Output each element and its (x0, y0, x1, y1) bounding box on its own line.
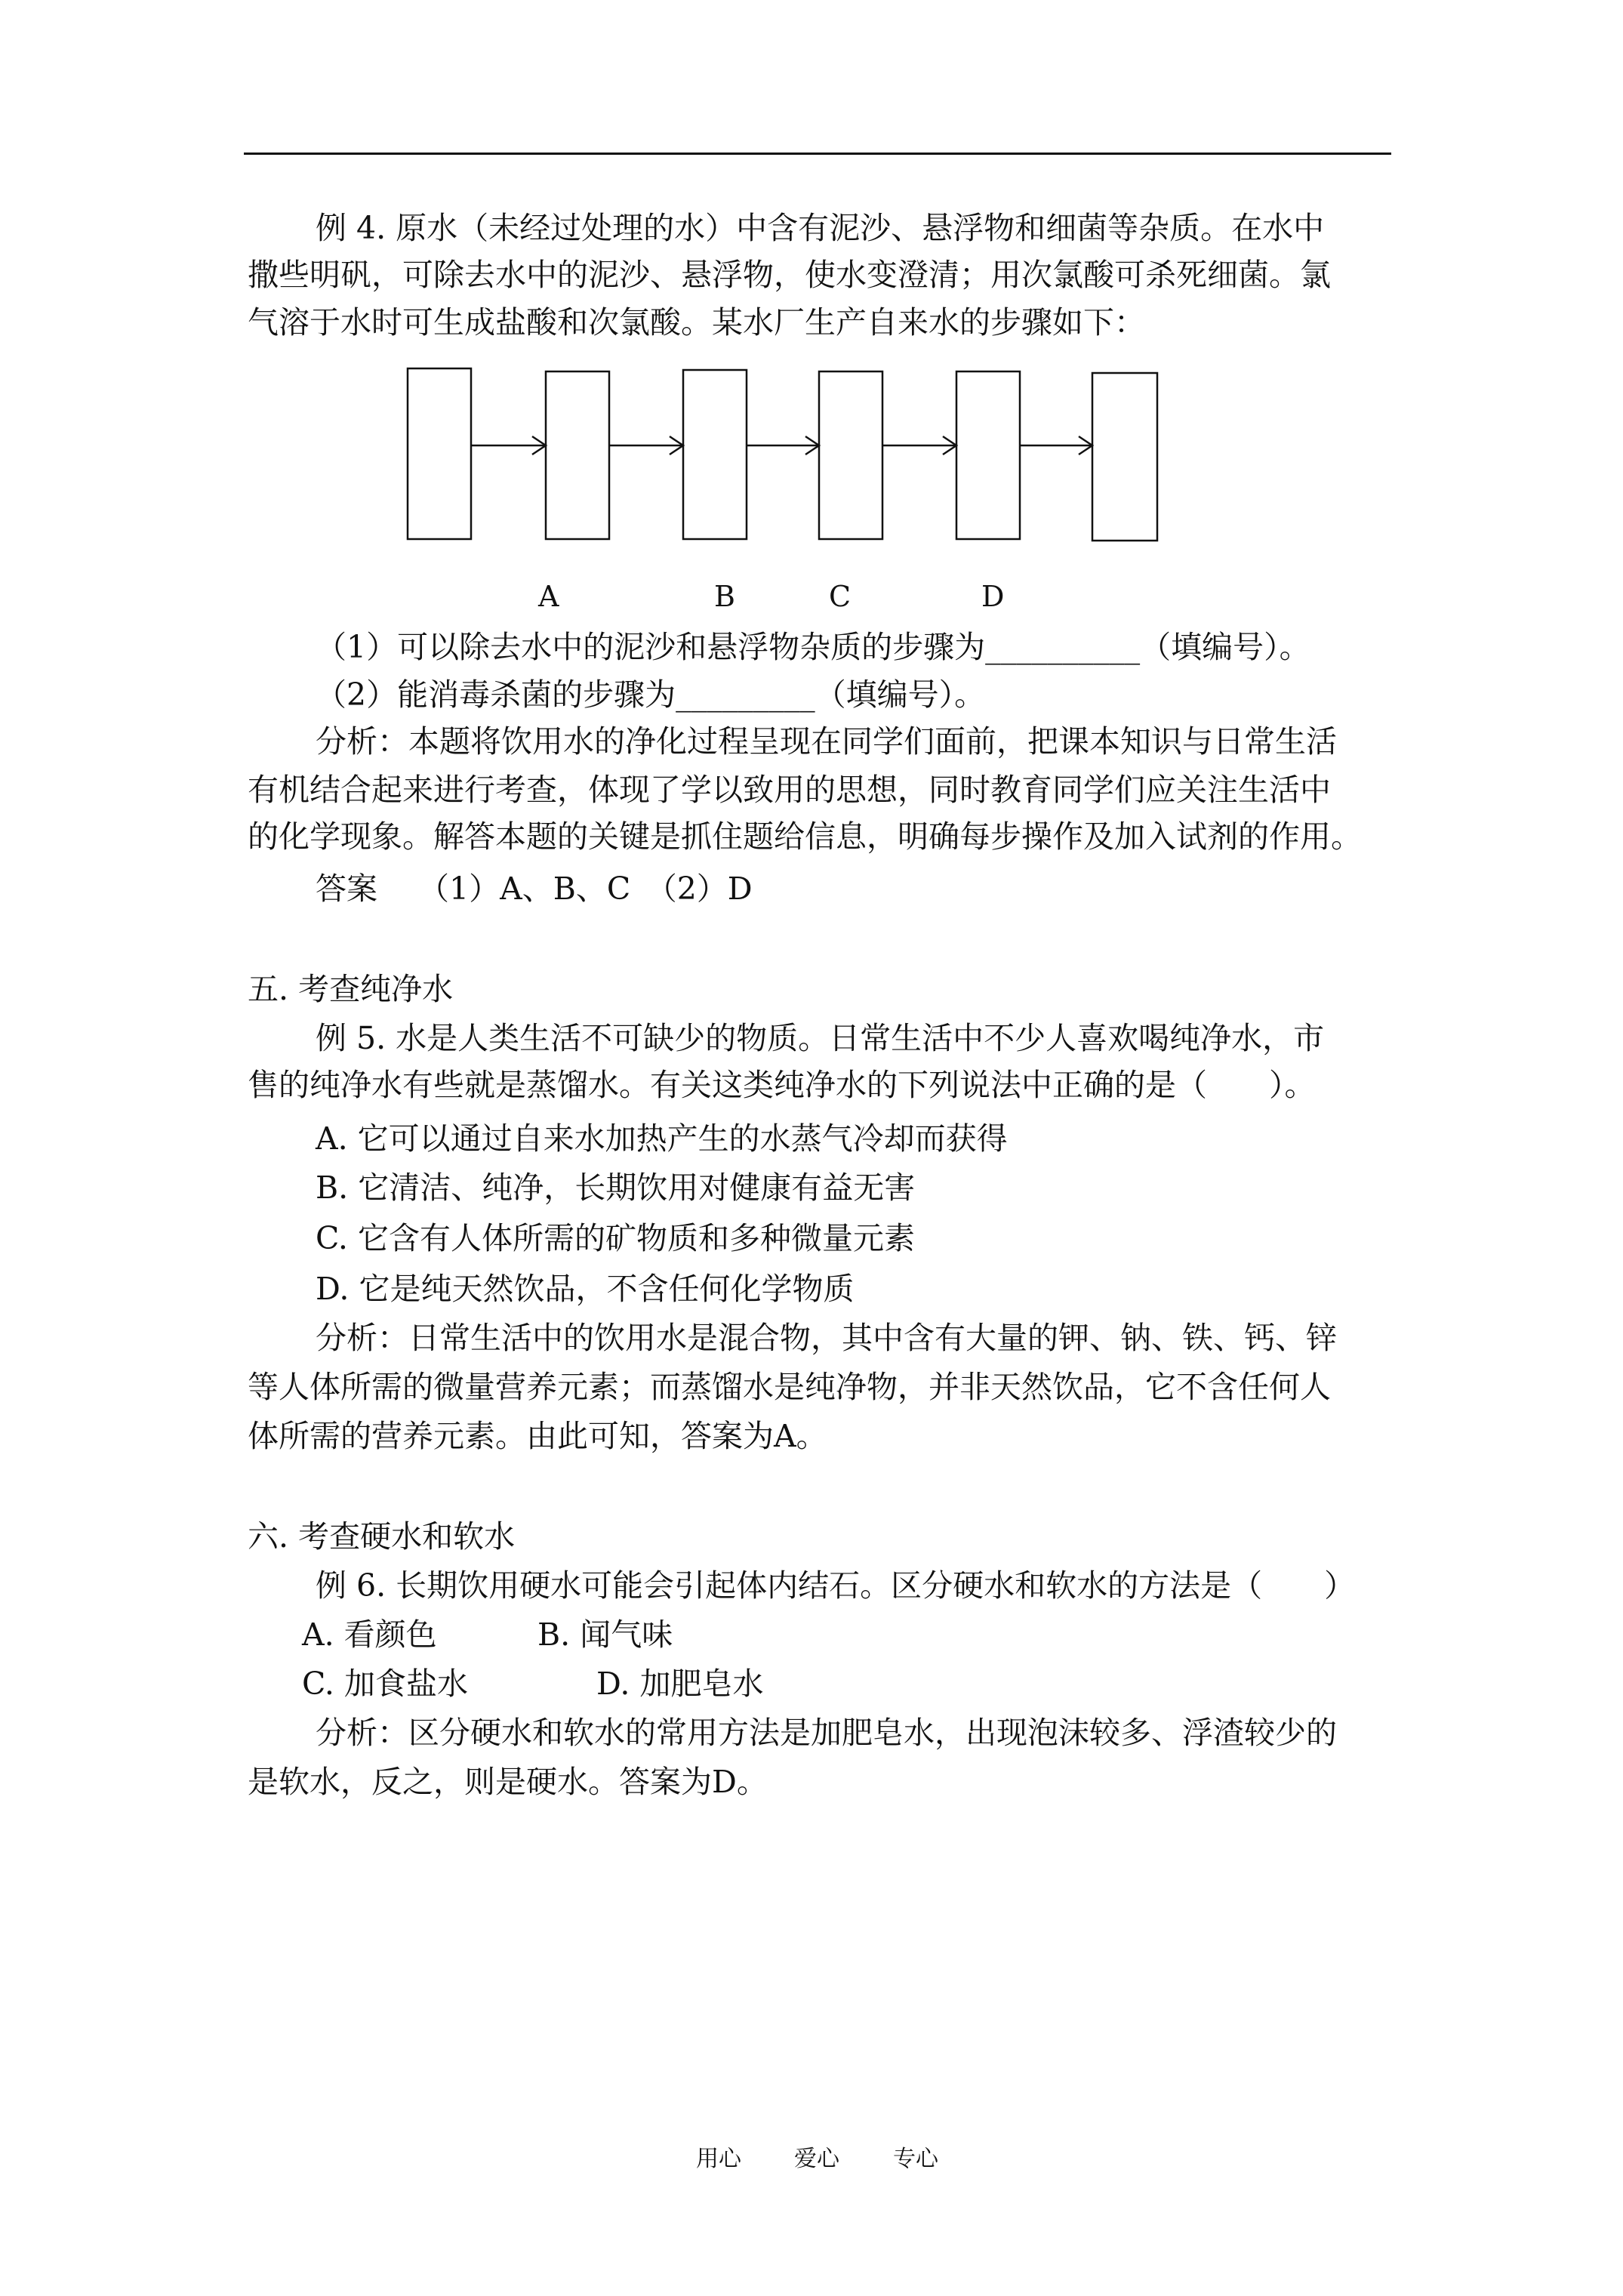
example4-line-2: 撒些明矾，可除去水中的泥沙、悬浮物，使水变澄清；用次氯酸可杀死细菌。氯 (248, 257, 1331, 293)
footer-text-2: 爱心 (794, 2146, 839, 2172)
footer-text-1: 用心 (696, 2146, 741, 2172)
header-rule (244, 153, 1391, 155)
flow-step-box-6 (1092, 373, 1157, 541)
flow-label-a: A (538, 580, 559, 613)
flow-label-d: D (981, 580, 1005, 613)
example4-line-3: 气溶于水时可生成盐酸和次氯酸。某水厂生产自来水的步骤如下： (248, 304, 1145, 341)
flow-step-box-4 (819, 371, 882, 539)
example5-option-c: C. 它含有人体所需的矿物质和多种微量元素 (316, 1220, 915, 1256)
example5-option-b: B. 它清洁、纯净，长期饮用对健康有益无害 (316, 1170, 916, 1206)
section5-heading: 五. 考查纯净水 (248, 971, 454, 1007)
example4-analysis-line-1: 分析：本题将饮用水的净化过程呈现在同学们面前，把课本知识与日常生活 (316, 723, 1337, 760)
example4-answer: 答案 （1）A、B、C （2）D (316, 871, 753, 907)
flow-step-box-3 (683, 370, 747, 539)
example5-line-2: 售的纯净水有些就是蒸馏水。有关这类纯净水的下列说法中正确的是（ ）。 (248, 1067, 1316, 1103)
example4-line-1: 例 4. 原水（未经过处理的水）中含有泥沙、悬浮物和细菌等杂质。在水中 (316, 210, 1325, 246)
flow-step-box-5 (956, 371, 1020, 539)
example5-analysis-line-3: 体所需的营养元素。由此可知，答案为A。 (248, 1418, 827, 1454)
example6-option-c: C. 加食盐水 (302, 1666, 468, 1702)
example5-line-1: 例 5. 水是人类生活不可缺少的物质。日常生活中不少人喜欢喝纯净水，市 (316, 1020, 1325, 1056)
example5-analysis-line-1: 分析：日常生活中的饮用水是混合物，其中含有大量的钾、钠、铁、钙、锌 (316, 1320, 1337, 1356)
section6-heading: 六. 考查硬水和软水 (248, 1518, 516, 1555)
example6-analysis-line-2: 是软水，反之，则是硬水。答案为D。 (248, 1764, 768, 1800)
example5-option-d: D. 它是纯天然饮品，不含任何化学物质 (316, 1271, 855, 1307)
example4-question-1: （1）可以除去水中的泥沙和悬浮物杂质的步骤为__________（填编号）。 (316, 629, 1310, 665)
example6-option-b: B. 闻气味 (537, 1616, 673, 1653)
example5-analysis-line-2: 等人体所需的微量营养元素；而蒸馏水是纯净物，并非天然饮品，它不含任何人 (248, 1369, 1331, 1405)
example4-analysis-line-2: 有机结合起来进行考查，体现了学以致用的思想，同时教育同学们应关注生活中 (248, 772, 1331, 808)
flow-label-b: B (714, 580, 735, 613)
process-flow-diagram (400, 362, 1193, 559)
flow-label-c: C (829, 580, 852, 613)
example6-question: 例 6. 长期饮用硬水可能会引起体内结石。区分硬水和软水的方法是（ ） (316, 1567, 1356, 1604)
example5-option-a: A. 它可以通过自来水加热产生的水蒸气冷却而获得 (316, 1120, 1008, 1157)
footer-text-3: 专心 (893, 2146, 938, 2172)
example6-analysis-line-1: 分析：区分硬水和软水的常用方法是加肥皂水，出现泡沫较多、浮渣较少的 (316, 1715, 1337, 1751)
flow-step-box-2 (546, 371, 609, 539)
example4-analysis-line-3: 的化学现象。解答本题的关键是抓住题给信息，明确每步操作及加入试剂的作用。 (248, 818, 1362, 855)
example6-option-a: A. 看颜色 (302, 1616, 437, 1653)
example6-option-d: D. 加肥皂水 (596, 1666, 764, 1702)
example4-question-2: （2）能消毒杀菌的步骤为_________（填编号）。 (316, 676, 986, 713)
flow-step-box-1 (408, 368, 471, 539)
